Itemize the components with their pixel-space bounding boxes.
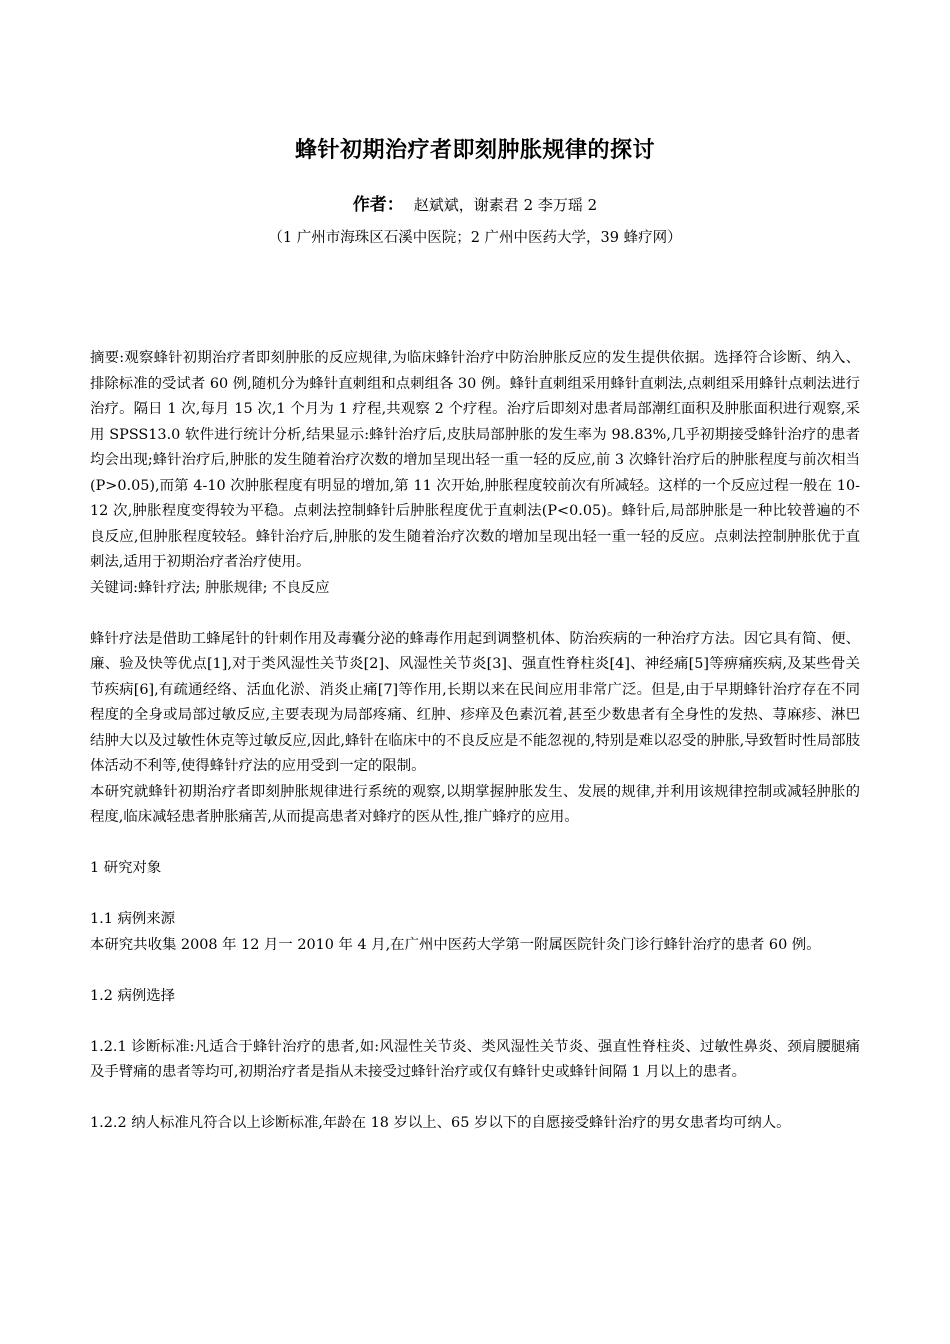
- section-1-heading: 1 研究对象: [90, 860, 162, 876]
- spacer: [90, 1009, 860, 1035]
- section-1-2-1-text: 1.2.1 诊断标准:凡适合于蜂针治疗的患者,如:风湿性关节炎、类风湿性关节炎、强直性脊柱炎、过敏性鼻炎、颈肩腰腿痛及手臂痛的患者等均可,初期治疗者是指从未接受过蜂针治疗或仅有蜂针史或蜂针间隔 1 月以上的患者。: [90, 1038, 860, 1080]
- section-1-1-heading: 1.1 病例来源: [90, 911, 176, 927]
- spacer: [90, 831, 860, 857]
- spacer: [90, 1086, 860, 1112]
- intro-paragraph-1: 蜂针疗法是借助工蜂尾针的针刺作用及毒囊分泌的蜂毒作用起到调整机体、防治疾病的一种治疗方法。因它具有简、便、廉、验及快等优点[1],对于类风湿性关节炎[2]、风湿性关节炎[3]、强直性脊柱炎[4]、神经痛[5]等痹痛疾病,及某些骨关节疾病[6],有疏通经络、活血化淤、消炎止痛[7]等作用,长期以来在民间应用非常广泛。但是,由于早期蜂针治疗存在不同程度的全身或局部过敏反应,主要表现为局部疼痛、红肿、疹痒及色素沉着,甚至少数患者有全身性的发热、荨麻疹、淋巴结肿大以及过敏性休克等过敏反应,因此,蜂针在临床中的不良反应是不能忽视的,特别是难以忍受的肿胀,导致暂时性局部肢体活动不利等,使得蜂针疗法的应用受到一定的限制。: [90, 630, 860, 774]
- abstract-paragraph: 摘要:观察蜂针初期治疗者即刻肿胀的反应规律,为临床蜂针治疗中防治肿胀反应的发生提供依据。选择符合诊断、纳入、排除标准的受试者 60 例,随机分为蜂针直刺组和点刺组各 30 例。蜂针直刺组采用蜂针直刺法,点刺组采用蜂针点刺法进行治疗。隔日 1 次,每月 15 次,1 个月为 1 疗程,共观察 2 个疗程。治疗后即刻对患者局部潮红面积及肿胀面积进行观察,采用 SPSS13.0 软件进行统计分析,结果显示:蜂针治疗后,皮肤局部肿胀的发生率为 98.83%,几乎初期接受蜂针治疗的患者均会出现;蜂针治疗后,肿胀的发生随着治疗次数的增加呈现出轻一重一轻的反应,前 3 次蜂针治疗后的肿胀程度与前次相当(P>0.05),而第 4-10 次肿胀程度有明显的增加,第 11 次开始,肿胀程度较前次有所减轻。这样的一个反应过程一般在 10-12 次,肿胀程度变得较为平稳。点刺法控制蜂针后肿胀程度优于直刺法(P<0.05)。蜂针后,局部肿胀是一种比较普遍的不良反应,但肿胀程度较轻。蜂针治疗后,肿胀的发生随着治疗次数的增加呈现出轻一重一轻的反应。点刺法控制肿胀优于直刺法,适用于初期治疗者治疗使用。: [90, 350, 860, 570]
- keywords-line: 关键词:蜂针疗法; 肿胀规律; 不良反应: [90, 579, 330, 596]
- section-1-2-2-text: 1.2.2 纳人标准凡符合以上诊断标准,年龄在 18 岁以上、65 岁以下的自愿接受蜂针治疗的男女患者均可纳人。: [90, 1115, 791, 1131]
- section-1-2-heading: 1.2 病例选择: [90, 987, 176, 1004]
- affiliations: （1 广州市海珠区石溪中医院；2 广州中医药大学，39 蜂疗网）: [268, 230, 682, 246]
- spacer: [90, 958, 860, 984]
- author-line: [0, 190, 950, 215]
- spacer: [90, 601, 860, 627]
- document-body: [90, 346, 860, 1137]
- intro-paragraph-2: 本研究就蜂针初期治疗者即刻肿胀规律进行系统的观察,以期掌握肿胀发生、发展的规律,并利用该规律控制或减轻肿胀的程度,临床减轻患者肿胀痛苦,从而提高患者对蜂疗的医从性,推广蜂疗的应用。: [90, 783, 860, 825]
- authors-names: 赵斌斌，谢素君 2 李万瑶 2: [413, 196, 598, 214]
- section-1-1-text: 本研究共收集 2008 年 12 月一 2010 年 4 月,在广州中医药大学第一附属医院针灸门诊行蜂针治疗的患者 60 例。: [90, 936, 821, 953]
- authors-label: 作者：: [352, 195, 404, 215]
- document-title: 蜂针初期治疗者即刻肿胀规律的探讨: [294, 138, 655, 163]
- spacer: [90, 882, 860, 908]
